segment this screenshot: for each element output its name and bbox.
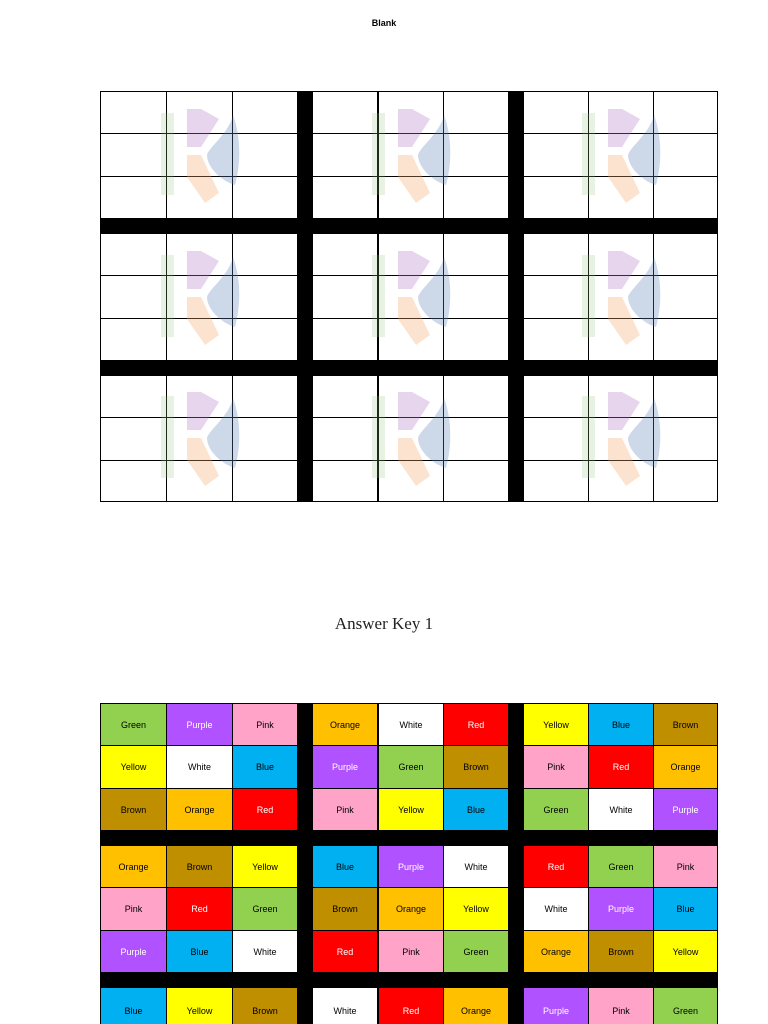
blank-cell[interactable] — [524, 319, 588, 360]
answer-cell-green: Green — [444, 931, 508, 972]
answer-cell-yellow: Yellow — [167, 988, 232, 1024]
blank-cell[interactable] — [379, 461, 443, 501]
answer-cell-white: White — [379, 704, 443, 745]
answer-cell-green: Green — [524, 789, 588, 830]
blank-cell[interactable] — [167, 418, 232, 460]
blank-cell[interactable] — [101, 234, 166, 275]
blank-cell[interactable] — [379, 418, 443, 460]
blank-cell[interactable] — [313, 92, 377, 133]
answer-cell-blue: Blue — [101, 988, 166, 1024]
answer-cell-purple: Purple — [101, 931, 166, 972]
blank-cell[interactable] — [233, 134, 297, 176]
answer-cell-brown: Brown — [444, 746, 508, 788]
answer-cell-white: White — [589, 789, 653, 830]
blank-cell[interactable] — [167, 134, 232, 176]
answer-cell-red: Red — [524, 846, 588, 887]
answer-cell-yellow: Yellow — [379, 789, 443, 830]
blank-cell[interactable] — [101, 376, 166, 417]
blank-cell[interactable] — [233, 461, 297, 501]
answer-cell-yellow: Yellow — [654, 931, 717, 972]
answer-cell-yellow: Yellow — [101, 746, 166, 788]
blank-cell[interactable] — [589, 461, 653, 501]
answer-cell-red: Red — [444, 704, 508, 745]
answer-cell-purple: Purple — [379, 846, 443, 887]
blank-cell[interactable] — [654, 134, 717, 176]
answer-cell-pink: Pink — [654, 846, 717, 887]
blank-cell[interactable] — [524, 461, 588, 501]
blank-cell[interactable] — [589, 92, 653, 133]
answer-cell-purple: Purple — [589, 888, 653, 930]
blank-cell[interactable] — [654, 234, 717, 275]
blank-cell[interactable] — [167, 461, 232, 501]
blank-cell[interactable] — [444, 92, 508, 133]
answer-cell-green: Green — [233, 888, 297, 930]
blank-cell[interactable] — [654, 376, 717, 417]
answer-key-title: Answer Key 1 — [334, 614, 434, 633]
blank-cell[interactable] — [379, 134, 443, 176]
answer-cell-orange: Orange — [379, 888, 443, 930]
blank-cell[interactable] — [233, 234, 297, 275]
blank-cell[interactable] — [589, 134, 653, 176]
answer-cell-blue: Blue — [313, 846, 377, 887]
answer-cell-yellow: Yellow — [233, 846, 297, 887]
blank-cell[interactable] — [444, 177, 508, 218]
blank-cell[interactable] — [101, 319, 166, 360]
blank-cell[interactable] — [101, 134, 166, 176]
answer-cell-orange: Orange — [444, 988, 508, 1024]
answer-cell-white: White — [233, 931, 297, 972]
blank-cell[interactable] — [589, 376, 653, 417]
answer-cell-white: White — [167, 746, 232, 788]
blank-cell[interactable] — [233, 276, 297, 318]
answer-cell-pink: Pink — [313, 789, 377, 830]
blank-cell[interactable] — [233, 319, 297, 360]
blank-cell[interactable] — [444, 234, 508, 275]
answer-cell-red: Red — [313, 931, 377, 972]
blank-cell[interactable] — [167, 177, 232, 218]
blank-cell[interactable] — [524, 92, 588, 133]
blank-cell[interactable] — [167, 234, 232, 275]
blank-cell[interactable] — [313, 376, 377, 417]
answer-cell-orange: Orange — [524, 931, 588, 972]
blank-cell[interactable] — [444, 418, 508, 460]
blank-cell[interactable] — [654, 92, 717, 133]
blank-cell[interactable] — [444, 376, 508, 417]
blank-cell[interactable] — [313, 134, 377, 176]
blank-cell[interactable] — [589, 319, 653, 360]
blank-cell[interactable] — [379, 319, 443, 360]
blank-cell[interactable] — [233, 92, 297, 133]
answer-cell-yellow: Yellow — [524, 704, 588, 745]
blank-cell[interactable] — [379, 376, 443, 417]
answer-cell-blue: Blue — [654, 888, 717, 930]
answer-cell-brown: Brown — [101, 789, 166, 830]
blank-cell[interactable] — [233, 376, 297, 417]
page-label-blank: Blank — [371, 18, 397, 28]
answer-cell-yellow: Yellow — [444, 888, 508, 930]
answer-cell-red: Red — [233, 789, 297, 830]
answer-cell-brown: Brown — [589, 931, 653, 972]
answer-cell-white: White — [313, 988, 377, 1024]
blank-cell[interactable] — [654, 177, 717, 218]
blank-cell[interactable] — [654, 418, 717, 460]
answer-cell-purple: Purple — [167, 704, 232, 745]
blank-cell[interactable] — [167, 319, 232, 360]
blank-cell[interactable] — [101, 461, 166, 501]
answer-cell-brown: Brown — [233, 988, 297, 1024]
blank-cell[interactable] — [167, 92, 232, 133]
blank-cell[interactable] — [654, 319, 717, 360]
answer-cell-white: White — [524, 888, 588, 930]
answer-cell-pink: Pink — [233, 704, 297, 745]
blank-cell[interactable] — [589, 234, 653, 275]
blank-cell[interactable] — [379, 92, 443, 133]
answer-cell-orange: Orange — [654, 746, 717, 788]
blank-cell[interactable] — [379, 276, 443, 318]
blank-cell[interactable] — [524, 376, 588, 417]
answer-cell-orange: Orange — [313, 704, 377, 745]
blank-cell[interactable] — [444, 134, 508, 176]
answer-cell-red: Red — [589, 746, 653, 788]
answer-cell-blue: Blue — [233, 746, 297, 788]
answer-cell-brown: Brown — [313, 888, 377, 930]
answer-cell-brown: Brown — [654, 704, 717, 745]
answer-cell-green: Green — [101, 704, 166, 745]
blank-cell[interactable] — [444, 319, 508, 360]
blank-cell[interactable] — [233, 177, 297, 218]
blank-cell[interactable] — [101, 177, 166, 218]
blank-cell[interactable] — [101, 92, 166, 133]
answer-cell-blue: Blue — [167, 931, 232, 972]
blank-cell[interactable] — [654, 276, 717, 318]
blank-cell[interactable] — [524, 276, 588, 318]
blank-cell[interactable] — [101, 276, 166, 318]
answer-cell-brown: Brown — [167, 846, 232, 887]
blank-cell[interactable] — [589, 418, 653, 460]
blank-cell[interactable] — [379, 177, 443, 218]
answer-cell-orange: Orange — [101, 846, 166, 887]
answer-cell-pink: Pink — [379, 931, 443, 972]
blank-cell[interactable] — [524, 177, 588, 218]
answer-cell-purple: Purple — [524, 988, 588, 1024]
answer-cell-white: White — [444, 846, 508, 887]
answer-cell-red: Red — [167, 888, 232, 930]
blank-cell[interactable] — [444, 276, 508, 318]
answer-cell-green: Green — [589, 846, 653, 887]
blank-cell[interactable] — [524, 134, 588, 176]
answer-cell-purple: Purple — [654, 789, 717, 830]
blank-cell[interactable] — [167, 276, 232, 318]
blank-cell[interactable] — [167, 376, 232, 417]
answer-cell-blue: Blue — [589, 704, 653, 745]
answer-cell-green: Green — [379, 746, 443, 788]
blank-cell[interactable] — [313, 418, 377, 460]
answer-key-grid — [100, 703, 718, 1024]
blank-cell[interactable] — [313, 461, 377, 501]
blank-cell[interactable] — [379, 234, 443, 275]
answer-cell-green: Green — [654, 988, 717, 1024]
blank-cell[interactable] — [233, 418, 297, 460]
answer-cell-purple: Purple — [313, 746, 377, 788]
blank-sudoku-grid — [100, 91, 718, 502]
blank-cell[interactable] — [313, 276, 377, 318]
blank-cell[interactable] — [444, 461, 508, 501]
answer-cell-red: Red — [379, 988, 443, 1024]
blank-cell[interactable] — [313, 319, 377, 360]
blank-cell[interactable] — [313, 177, 377, 218]
answer-cell-orange: Orange — [167, 789, 232, 830]
blank-cell[interactable] — [589, 276, 653, 318]
answer-cell-pink: Pink — [101, 888, 166, 930]
blank-cell[interactable] — [524, 418, 588, 460]
answer-cell-pink: Pink — [524, 746, 588, 788]
blank-cell[interactable] — [313, 234, 377, 275]
blank-cell[interactable] — [589, 177, 653, 218]
blank-cell[interactable] — [101, 418, 166, 460]
answer-cell-pink: Pink — [589, 988, 653, 1024]
blank-cell[interactable] — [654, 461, 717, 501]
answer-cell-blue: Blue — [444, 789, 508, 830]
blank-cell[interactable] — [524, 234, 588, 275]
